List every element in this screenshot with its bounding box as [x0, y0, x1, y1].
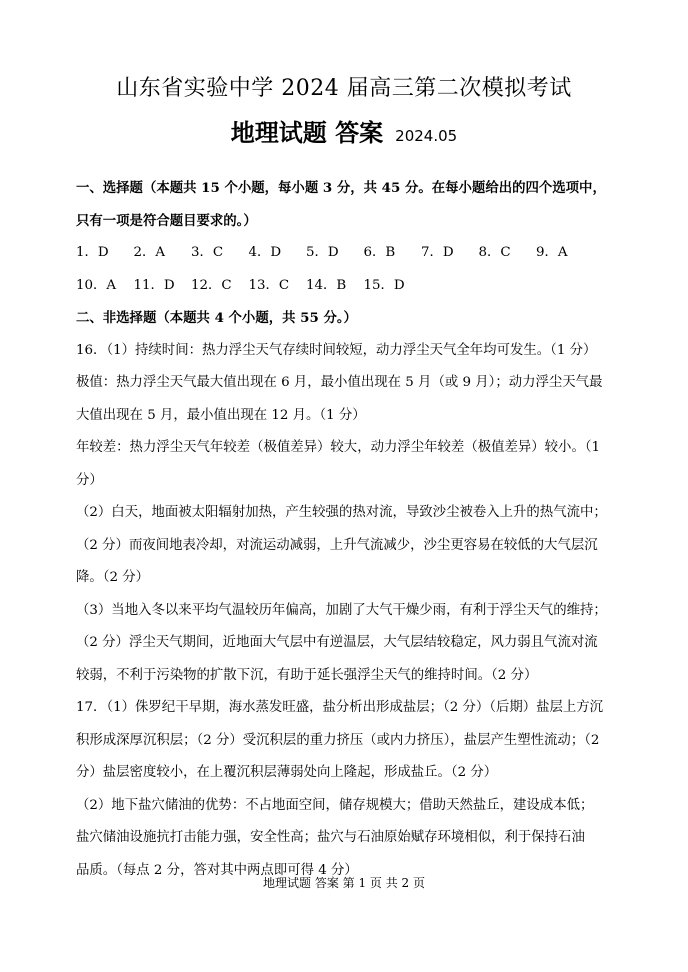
choice-answer: 14．B [306, 277, 347, 293]
section1-heading-line1: 一、选择题（本题共 15 个小题，每小题 3 分，共 45 分。在每小题给出的四个选项中， [76, 180, 606, 196]
choice-answer: 6．B [363, 245, 396, 260]
choice-answer: 2．A [133, 245, 166, 260]
answer-line: 盐穴储油设施抗打击能力强，安全性高；盐穴与石油原始赋存环境相似，利于保持石油 [76, 830, 585, 845]
answer-line: 年较差：热力浮尘天气年较差（极值差异）较大，动力浮尘年较差（极值差异）较小。（1 分） [76, 440, 601, 488]
choice-answer: 1．D [76, 245, 109, 260]
answer-line: 较弱，不利于污染物的扩散下沉，有助于延长强浮尘天气的维持时间。（2 分） [76, 667, 538, 683]
choice-answer: 7．D [421, 245, 454, 260]
answer-line: 大值出现在 5 月，最小值出现在 12 月。（1 分） [76, 407, 366, 423]
answer-line: （3）当地入冬以来平均气温较历年偏高，加剧了大气干燥少雨，有利于浮尘天气的维持； [76, 602, 607, 618]
choice-answer: 11．D [133, 277, 175, 293]
answer-line: 17．（1）侏罗纪干早期，海水蒸发旺盛，盐分析出形成盐层；（2 分）（后期）盐层上方沉 [76, 700, 604, 715]
answer-line: （2）白天，地面被太阳辐射加热，产生较强的热对流，导致沙尘被卷入上升的热气流中； [76, 505, 607, 520]
section1-heading-line2: 只有一项是符合题目要求的。） [76, 212, 257, 229]
subject-name: 地理试题 答案 [230, 118, 384, 147]
answer-line: （2 分）浮尘天气期间，近地面大气层中有逆温层，大气层结较稳定，风力弱且气流对流 [76, 635, 598, 650]
choice-answer: 8．C [478, 245, 511, 260]
choice-answer: 3．C [191, 245, 224, 260]
choice-answer: 13．C [248, 277, 290, 293]
section2-heading: 二、非选择题（本题共 4 个小题，共 55 分。） [76, 310, 357, 326]
choice-answer: 4．D [248, 245, 282, 260]
answer-line: （2 分）而夜间地表冷却，对流运动减弱，上升气流减少，沙尘更容易在较低的大气层沉 [76, 537, 598, 553]
answer-line: 降。（2 分） [76, 570, 150, 585]
answer-line: 品质。（每点 2 分，答对其中两点即可得 4 分） [76, 862, 358, 878]
exam-title: 山东省实验中学 2024 届高三第二次模拟考试 [116, 76, 572, 101]
answer-line: 积形成深厚沉积层；（2 分）受沉积层的重力挤压（或内力挤压），盐层产生塑性流动；（2 [76, 732, 600, 748]
choice-answer: 5．D [306, 245, 339, 260]
answer-line: 分）盐层密度较小，在上覆沉积层薄弱处向上隆起，形成盐丘。（2 分） [76, 765, 498, 780]
choice-answers-row2 [76, 270, 616, 303]
choice-answers-row1 [76, 237, 616, 270]
answer-line: （2）地下盐穴储油的优势：不占地面空间，储存规模大；借助天然盐丘，建设成本低； [76, 797, 594, 813]
answer-content [76, 172, 616, 887]
choice-answer: 12．C [191, 277, 232, 293]
subject-title [0, 116, 688, 153]
page-footer: 地理试题 答案 第 1 页 共 2 页 [263, 876, 425, 890]
choice-answer: 10．A [76, 277, 117, 293]
answer-line: 16．（1）持续时间：热力浮尘天气存续时间较短，动力浮尘天气全年均可发生。（1 分） [76, 342, 597, 358]
answer-line: 极值：热力浮尘天气最大值出现在 6 月，最小值出现在 5 月（或 9 月）；动力浮尘天气最 [76, 375, 603, 390]
exam-date: 2024.05 [395, 127, 458, 145]
choice-answer: 15．D [363, 277, 405, 293]
choice-answer: 9．A [536, 245, 568, 260]
